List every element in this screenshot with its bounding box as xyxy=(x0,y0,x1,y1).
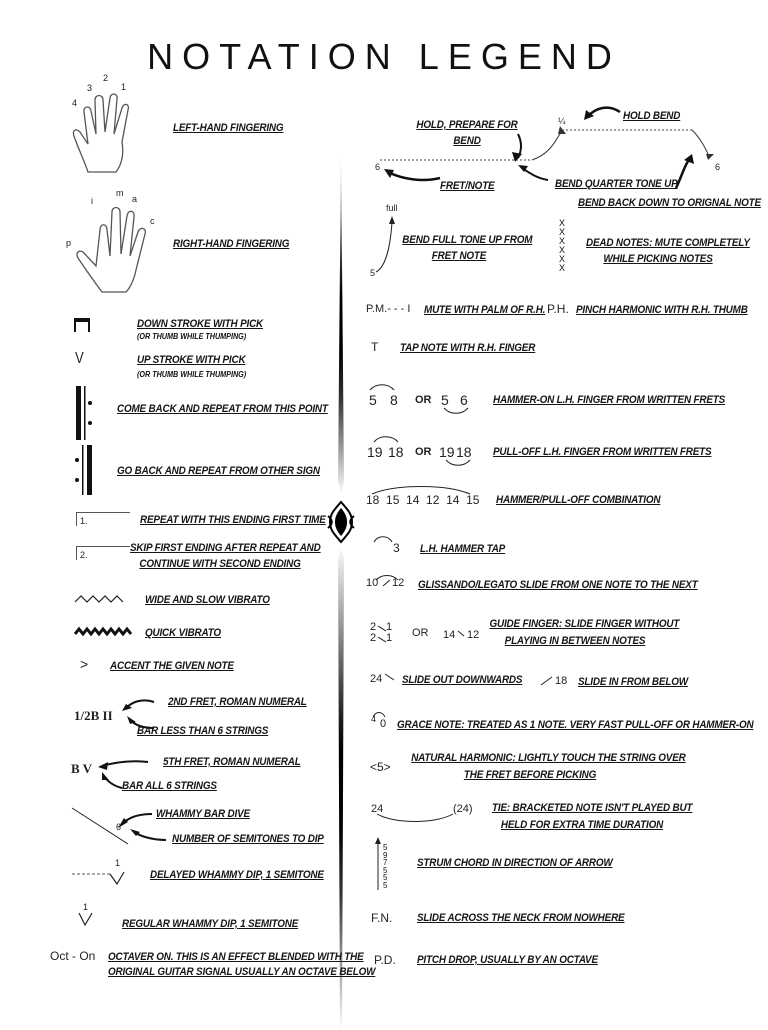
grace-note-n2: 0 xyxy=(380,718,387,730)
strum-note: 9 xyxy=(383,850,388,860)
full-bend-label-1: BEND FULL TONE UP FROM xyxy=(402,234,533,246)
slide-in-label: SLIDE IN FROM BELOW xyxy=(578,676,688,688)
bend-quarter-up-label: BEND QUARTER TONE UP xyxy=(555,178,678,190)
guide-finger-bottom: 2 xyxy=(370,632,377,644)
strum-arrow-icon xyxy=(374,836,382,892)
palm-mute-symbol: P.M.- - - I xyxy=(366,303,411,315)
page-title: NOTATION LEGEND xyxy=(147,36,621,77)
center-divider xyxy=(334,150,348,1030)
strum-note: 7 xyxy=(383,858,388,867)
rh-finger-m: m xyxy=(116,188,124,198)
quick-vibrato-label: QUICK VIBRATO xyxy=(145,627,221,639)
lh-fingering-label: LEFT-HAND FINGERING xyxy=(173,122,284,134)
strum-notes xyxy=(383,844,387,889)
dead-note-x: X xyxy=(558,218,565,228)
hammer-on-a2: 8 xyxy=(390,392,398,408)
lh-finger-4: 4 xyxy=(72,98,78,108)
delayed-dip-label: DELAYED WHAMMY DIP, 1 SEMITONE xyxy=(150,869,324,881)
palm-mute-label: MUTE WITH PALM OF R.H. xyxy=(424,304,546,316)
hold-bend-label: HOLD BEND xyxy=(623,110,681,122)
bend-back-down-label: BEND BACK DOWN TO ORIGNAL NOTE xyxy=(578,197,761,209)
ending-2-label-1: SKIP FIRST ENDING AFTER REPEAT AND xyxy=(130,542,321,554)
natural-harmonic-label-1: NATURAL HARMONIC: LIGHTLY TOUCH THE STRING OVER xyxy=(411,752,686,764)
pull-off-a2: 18 xyxy=(388,444,404,460)
repeat-end-label: GO BACK AND REPEAT FROM OTHER SIGN xyxy=(117,465,320,477)
rh-finger-p: p xyxy=(66,238,72,248)
delayed-dip-number: 1 xyxy=(115,858,121,868)
up-stroke-symbol: V xyxy=(75,350,84,367)
wide-vibrato-label: WIDE AND SLOW VIBRATO xyxy=(145,594,270,606)
down-stroke-sub: (OR THUMB WHILE THUMPING) xyxy=(137,332,247,341)
lh-tap-number: 3 xyxy=(393,541,400,555)
accent-label: ACCENT THE GIVEN NOTE xyxy=(110,660,234,672)
hammer-on-label: HAMMER-ON L.H. FINGER FROM WRITTEN FRETS xyxy=(493,394,726,406)
full-bar-label-2: BAR ALL 6 STRINGS xyxy=(122,780,217,792)
lh-tap-label: L.H. HAMMER TAP xyxy=(420,543,506,555)
full-bend-full: full xyxy=(386,203,398,213)
strum-note: 5 xyxy=(383,880,388,890)
divider-ornament xyxy=(326,500,356,544)
fret-note-label: FRET/NOTE xyxy=(440,180,495,192)
wide-vibrato-icon xyxy=(75,594,125,604)
dead-notes-label-1: DEAD NOTES: MUTE COMPLETELY xyxy=(586,237,750,249)
dead-note-x: X xyxy=(558,236,565,246)
ending-1-label: REPEAT WITH THIS ENDING FIRST TIME xyxy=(140,514,326,526)
delayed-dip-icon xyxy=(72,866,128,886)
pd-symbol: P.D. xyxy=(374,953,396,967)
octaver-label-2: ORIGINAL GUITAR SIGNAL USUALLY AN OCTAVE BELOW xyxy=(108,966,376,978)
tie-n2: (24) xyxy=(453,803,473,815)
rh-finger-a: a xyxy=(132,194,138,204)
tie-arc xyxy=(375,812,455,824)
natural-harmonic-symbol: <5> xyxy=(370,760,391,774)
pull-off-b1: 19 xyxy=(439,444,455,460)
fn-label: SLIDE ACROSS THE NECK FROM NOWHERE xyxy=(417,912,625,924)
rh-fingering-label: RIGHT-HAND FINGERING xyxy=(173,238,290,250)
guide-finger-label-1: GUIDE FINGER: SLIDE FINGER WITHOUT xyxy=(489,618,680,630)
dead-note-x: X xyxy=(558,227,565,237)
strum-note: 5 xyxy=(383,843,388,852)
regular-dip-number: 1 xyxy=(83,902,89,912)
half-bar-label-2: BAR LESS THAN 6 STRINGS xyxy=(137,725,269,737)
tie-n1: 24 xyxy=(371,803,384,815)
natural-harmonic-label-2: THE FRET BEFORE PICKING xyxy=(463,769,597,781)
whammy-dive-label-2: NUMBER OF SEMITONES TO DIP xyxy=(172,833,324,845)
guide-finger-n1: 14 xyxy=(443,629,456,641)
dead-note-x: X xyxy=(558,245,565,255)
rh-finger-c: c xyxy=(150,216,155,226)
slide-out-line xyxy=(384,672,396,682)
slide-in-line xyxy=(540,675,554,687)
pull-off-a1: 19 xyxy=(367,444,383,460)
pull-off-or: OR xyxy=(415,446,432,458)
lh-finger-2: 2 xyxy=(103,73,109,83)
ending-2-label-2: CONTINUE WITH SECOND ENDING xyxy=(139,558,301,570)
lh-finger-1: 1 xyxy=(121,82,127,92)
right-hand-icon xyxy=(72,196,162,296)
whammy-dive-label-1: WHAMMY BAR DIVE xyxy=(156,808,250,820)
guide-finger-top2: 1 xyxy=(386,621,393,633)
strum-note: 5 xyxy=(383,873,388,882)
guide-finger-or: OR xyxy=(412,627,429,639)
hammer-on-b2: 6 xyxy=(460,392,468,408)
tap-label: TAP NOTE WITH R.H. FINGER xyxy=(400,342,536,354)
pull-off-b2: 18 xyxy=(456,444,472,460)
down-stroke-label: DOWN STROKE WITH PICK xyxy=(137,318,264,330)
bend-quarter-mark: ¼ xyxy=(558,116,566,126)
half-bar-symbol: 1/2B II xyxy=(74,708,113,723)
tap-symbol: T xyxy=(371,340,379,354)
regular-dip-label: REGULAR WHAMMY DIP, 1 SEMITONE xyxy=(122,918,299,930)
repeat-start-icon xyxy=(76,386,96,440)
guide-finger-n2: 12 xyxy=(467,629,480,641)
full-bend-number: 5 xyxy=(370,268,376,278)
accent-symbol: > xyxy=(80,656,89,672)
bend-left-number: 6 xyxy=(375,162,381,172)
full-bend-curve xyxy=(370,212,400,276)
pinch-harmonic-label: PINCH HARMONIC WITH R.H. THUMB xyxy=(576,304,748,316)
hammer-on-or: OR xyxy=(415,394,432,406)
down-stroke-icon xyxy=(74,318,90,332)
guide-finger-top: 2 xyxy=(370,621,377,633)
guide-finger-bottom2: 1 xyxy=(386,632,393,644)
ending-1-number: 1. xyxy=(80,516,88,526)
combo-notes: 18 15 14 12 14 15 xyxy=(366,493,480,507)
grace-note-n1: 4 xyxy=(371,714,377,724)
ending-2-number: 2. xyxy=(80,550,88,560)
dead-notes-symbol xyxy=(557,219,567,273)
quick-vibrato-icon xyxy=(75,627,135,637)
left-hand-icon xyxy=(66,82,156,178)
glissando-n1: 10 xyxy=(366,577,379,589)
half-bar-label-1: 2ND FRET, ROMAN NUMERAL xyxy=(168,696,307,708)
strum-note: 5 xyxy=(383,865,388,875)
tie-label-1: TIE: BRACKETED NOTE ISN'T PLAYED BUT xyxy=(492,802,693,814)
pinch-harmonic-symbol: P.H. xyxy=(547,302,569,316)
dead-notes-label-2: WHILE PICKING NOTES xyxy=(603,253,713,265)
lh-finger-3: 3 xyxy=(87,83,93,93)
grace-note-label: GRACE NOTE: TREATED AS 1 NOTE. VERY FAST PULL-OFF OR HAMMER-ON xyxy=(397,719,754,731)
fn-symbol: F.N. xyxy=(371,911,393,925)
strum-label: STRUM CHORD IN DIRECTION OF ARROW xyxy=(417,857,613,869)
repeat-start-label: COME BACK AND REPEAT FROM THIS POINT xyxy=(117,403,328,415)
lh-tap-arc xyxy=(372,533,394,543)
pd-label: PITCH DROP, USUALLY BY AN OCTAVE xyxy=(417,954,598,966)
up-stroke-sub: (OR THUMB WHILE THUMPING) xyxy=(137,370,247,379)
hold-prepare-label-1: HOLD, PREPARE FOR xyxy=(416,119,518,131)
glissando-label: GLISSANDO/LEGATO SLIDE FROM ONE NOTE TO THE NEXT xyxy=(418,579,698,591)
octaver-symbol: Oct - On xyxy=(50,949,96,963)
full-bend-label-2: FRET NOTE xyxy=(431,250,487,262)
hammer-on-b1: 5 xyxy=(441,392,449,408)
slide-in-number: 18 xyxy=(555,675,568,687)
slide-out-label: SLIDE OUT DOWNWARDS xyxy=(402,674,523,686)
dead-note-x: X xyxy=(558,254,565,264)
octaver-label-1: OCTAVER ON. THIS IS AN EFFECT BLENDED WITH THE xyxy=(108,951,364,963)
slide-out-number: 24 xyxy=(370,673,383,685)
hold-prepare-label-2: BEND xyxy=(453,135,481,147)
whammy-dive-number: 6 xyxy=(116,822,122,832)
full-bar-label-1: 5TH FRET, ROMAN NUMERAL xyxy=(163,756,301,768)
bend-right-number: 6 xyxy=(715,162,721,172)
repeat-end-icon xyxy=(74,445,94,495)
pull-off-label: PULL-OFF L.H. FINGER FROM WRITTEN FRETS xyxy=(493,446,712,458)
glissando-n2: 12 xyxy=(392,577,405,589)
full-bar-symbol: B V xyxy=(71,761,93,776)
tie-label-2: HELD FOR EXTRA TIME DURATION xyxy=(500,819,664,831)
hammer-on-a1: 5 xyxy=(369,392,377,408)
up-stroke-label: UP STROKE WITH PICK xyxy=(137,354,246,366)
regular-dip-icon xyxy=(78,912,94,926)
dead-note-x: X xyxy=(558,263,565,273)
guide-finger-label-2: PLAYING IN BETWEEN NOTES xyxy=(504,635,646,647)
combo-label: HAMMER/PULL-OFF COMBINATION xyxy=(496,494,661,506)
rh-finger-i: i xyxy=(91,196,93,206)
